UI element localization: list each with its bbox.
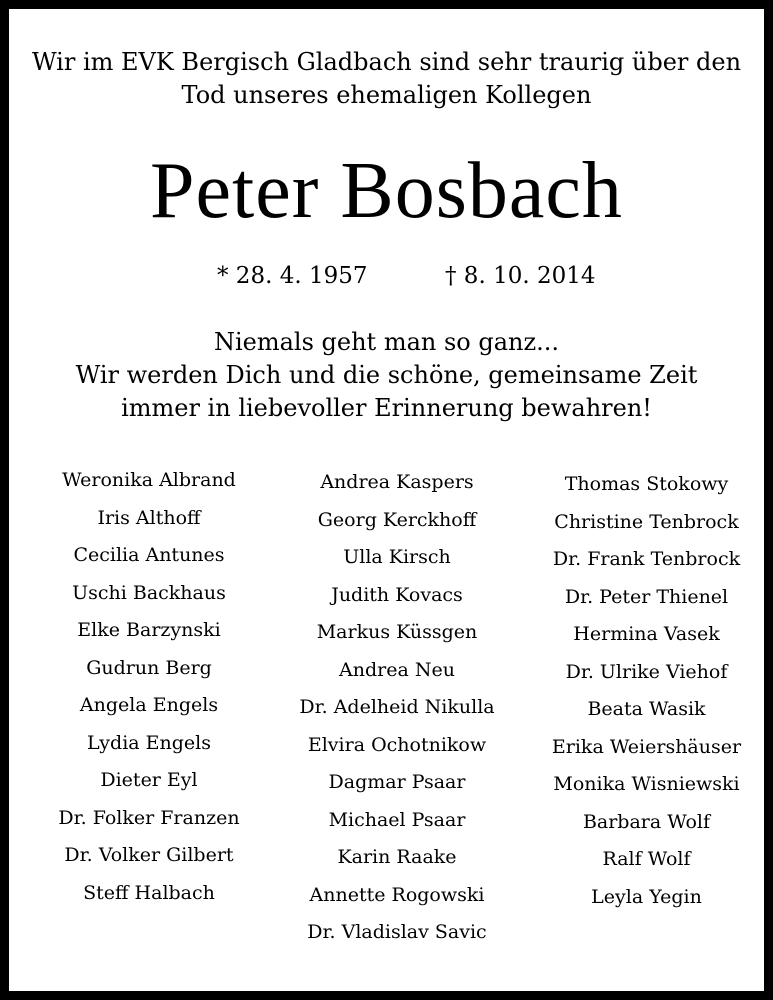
signatory-name: Dagmar Psaar: [328, 771, 466, 793]
signatory-name: Andrea Kaspers: [320, 471, 474, 493]
signatory-name: Annette Rogowski: [309, 883, 485, 906]
signatories-column-3: [529, 466, 764, 916]
signatory-name: Dr. Vladislav Savic: [307, 921, 487, 943]
signatory-name: Karin Raake: [337, 846, 457, 868]
signatory-name: Barbara Wolf: [582, 810, 711, 833]
signatory-name: Dr. Peter Thienel: [564, 585, 729, 608]
signatory-name: Uschi Backhaus: [72, 581, 226, 604]
signatory-name: Dr. Adelheid Nikulla: [299, 696, 495, 718]
signatory-name: Angela Engels: [79, 694, 219, 716]
birth-date: * 28. 4. 1957: [217, 263, 368, 289]
signatory-name: Ralf Wolf: [602, 848, 691, 870]
signatory-name: Georg Kerckhoff: [317, 508, 477, 531]
signatory-name: Markus Küssgen: [316, 621, 478, 643]
signatory-name: Iris Althoff: [97, 506, 201, 529]
signatory-name: Leyla Yegin: [591, 885, 702, 908]
signatory-name: Lydia Engels: [87, 731, 211, 754]
verse-line-1: Niemals geht man so ganz...: [213, 328, 560, 356]
signatory-name: Dr. Frank Tenbrock: [552, 548, 741, 570]
signatory-name: Dieter Eyl: [100, 769, 198, 791]
memorial-verse: [29, 326, 744, 425]
signatory-name: Dr. Volker Gilbert: [64, 844, 234, 866]
intro-line-1: Wir im EVK Bergisch Gladbach sind sehr traurig über den: [31, 48, 742, 76]
signatories-column-1: [39, 462, 259, 912]
deceased-name: Peter Bosbach: [150, 147, 623, 235]
signatory-name: Michael Psaar: [328, 808, 466, 831]
signatory-name: Ulla Kirsch: [343, 546, 451, 568]
signatory-name: Weronika Albrand: [62, 469, 236, 491]
signatory-name: Erika Weiershäuser: [551, 735, 742, 758]
death-date: † 8. 10. 2014: [445, 263, 596, 289]
signatory-name: Dr. Ulrike Viehof: [565, 660, 728, 683]
signatory-name: Elvira Ochotnikow: [307, 733, 487, 756]
signatory-name: Andrea Neu: [339, 658, 455, 681]
intro-line-2: Tod unseres ehemaligen Kollegen: [181, 81, 592, 109]
signatory-name: Beata Wasik: [587, 698, 706, 720]
signatory-name: Dr. Folker Franzen: [58, 806, 240, 829]
signatory-name: Elke Barzynski: [77, 619, 221, 641]
life-dates: [9, 259, 764, 293]
verse-line-3: immer in liebevoller Erinnerung bewahren!: [121, 394, 652, 422]
signatory-name: Judith Kovacs: [331, 583, 463, 606]
signatories-column-2: [277, 464, 517, 952]
signatory-name: Steff Halbach: [83, 881, 215, 904]
verse-line-2: Wir werden Dich und die schöne, gemeinsame Zeit: [75, 361, 698, 389]
intro-text: [29, 46, 744, 112]
signatory-name: Thomas Stokowy: [564, 473, 729, 495]
signatory-name: Gudrun Berg: [86, 656, 212, 679]
signatory-name: Hermina Vasek: [573, 623, 720, 645]
signatory-name: Monika Wisniewski: [553, 773, 740, 795]
signatory-name: Cecilia Antunes: [73, 544, 225, 566]
signatory-name: Christine Tenbrock: [554, 510, 739, 533]
